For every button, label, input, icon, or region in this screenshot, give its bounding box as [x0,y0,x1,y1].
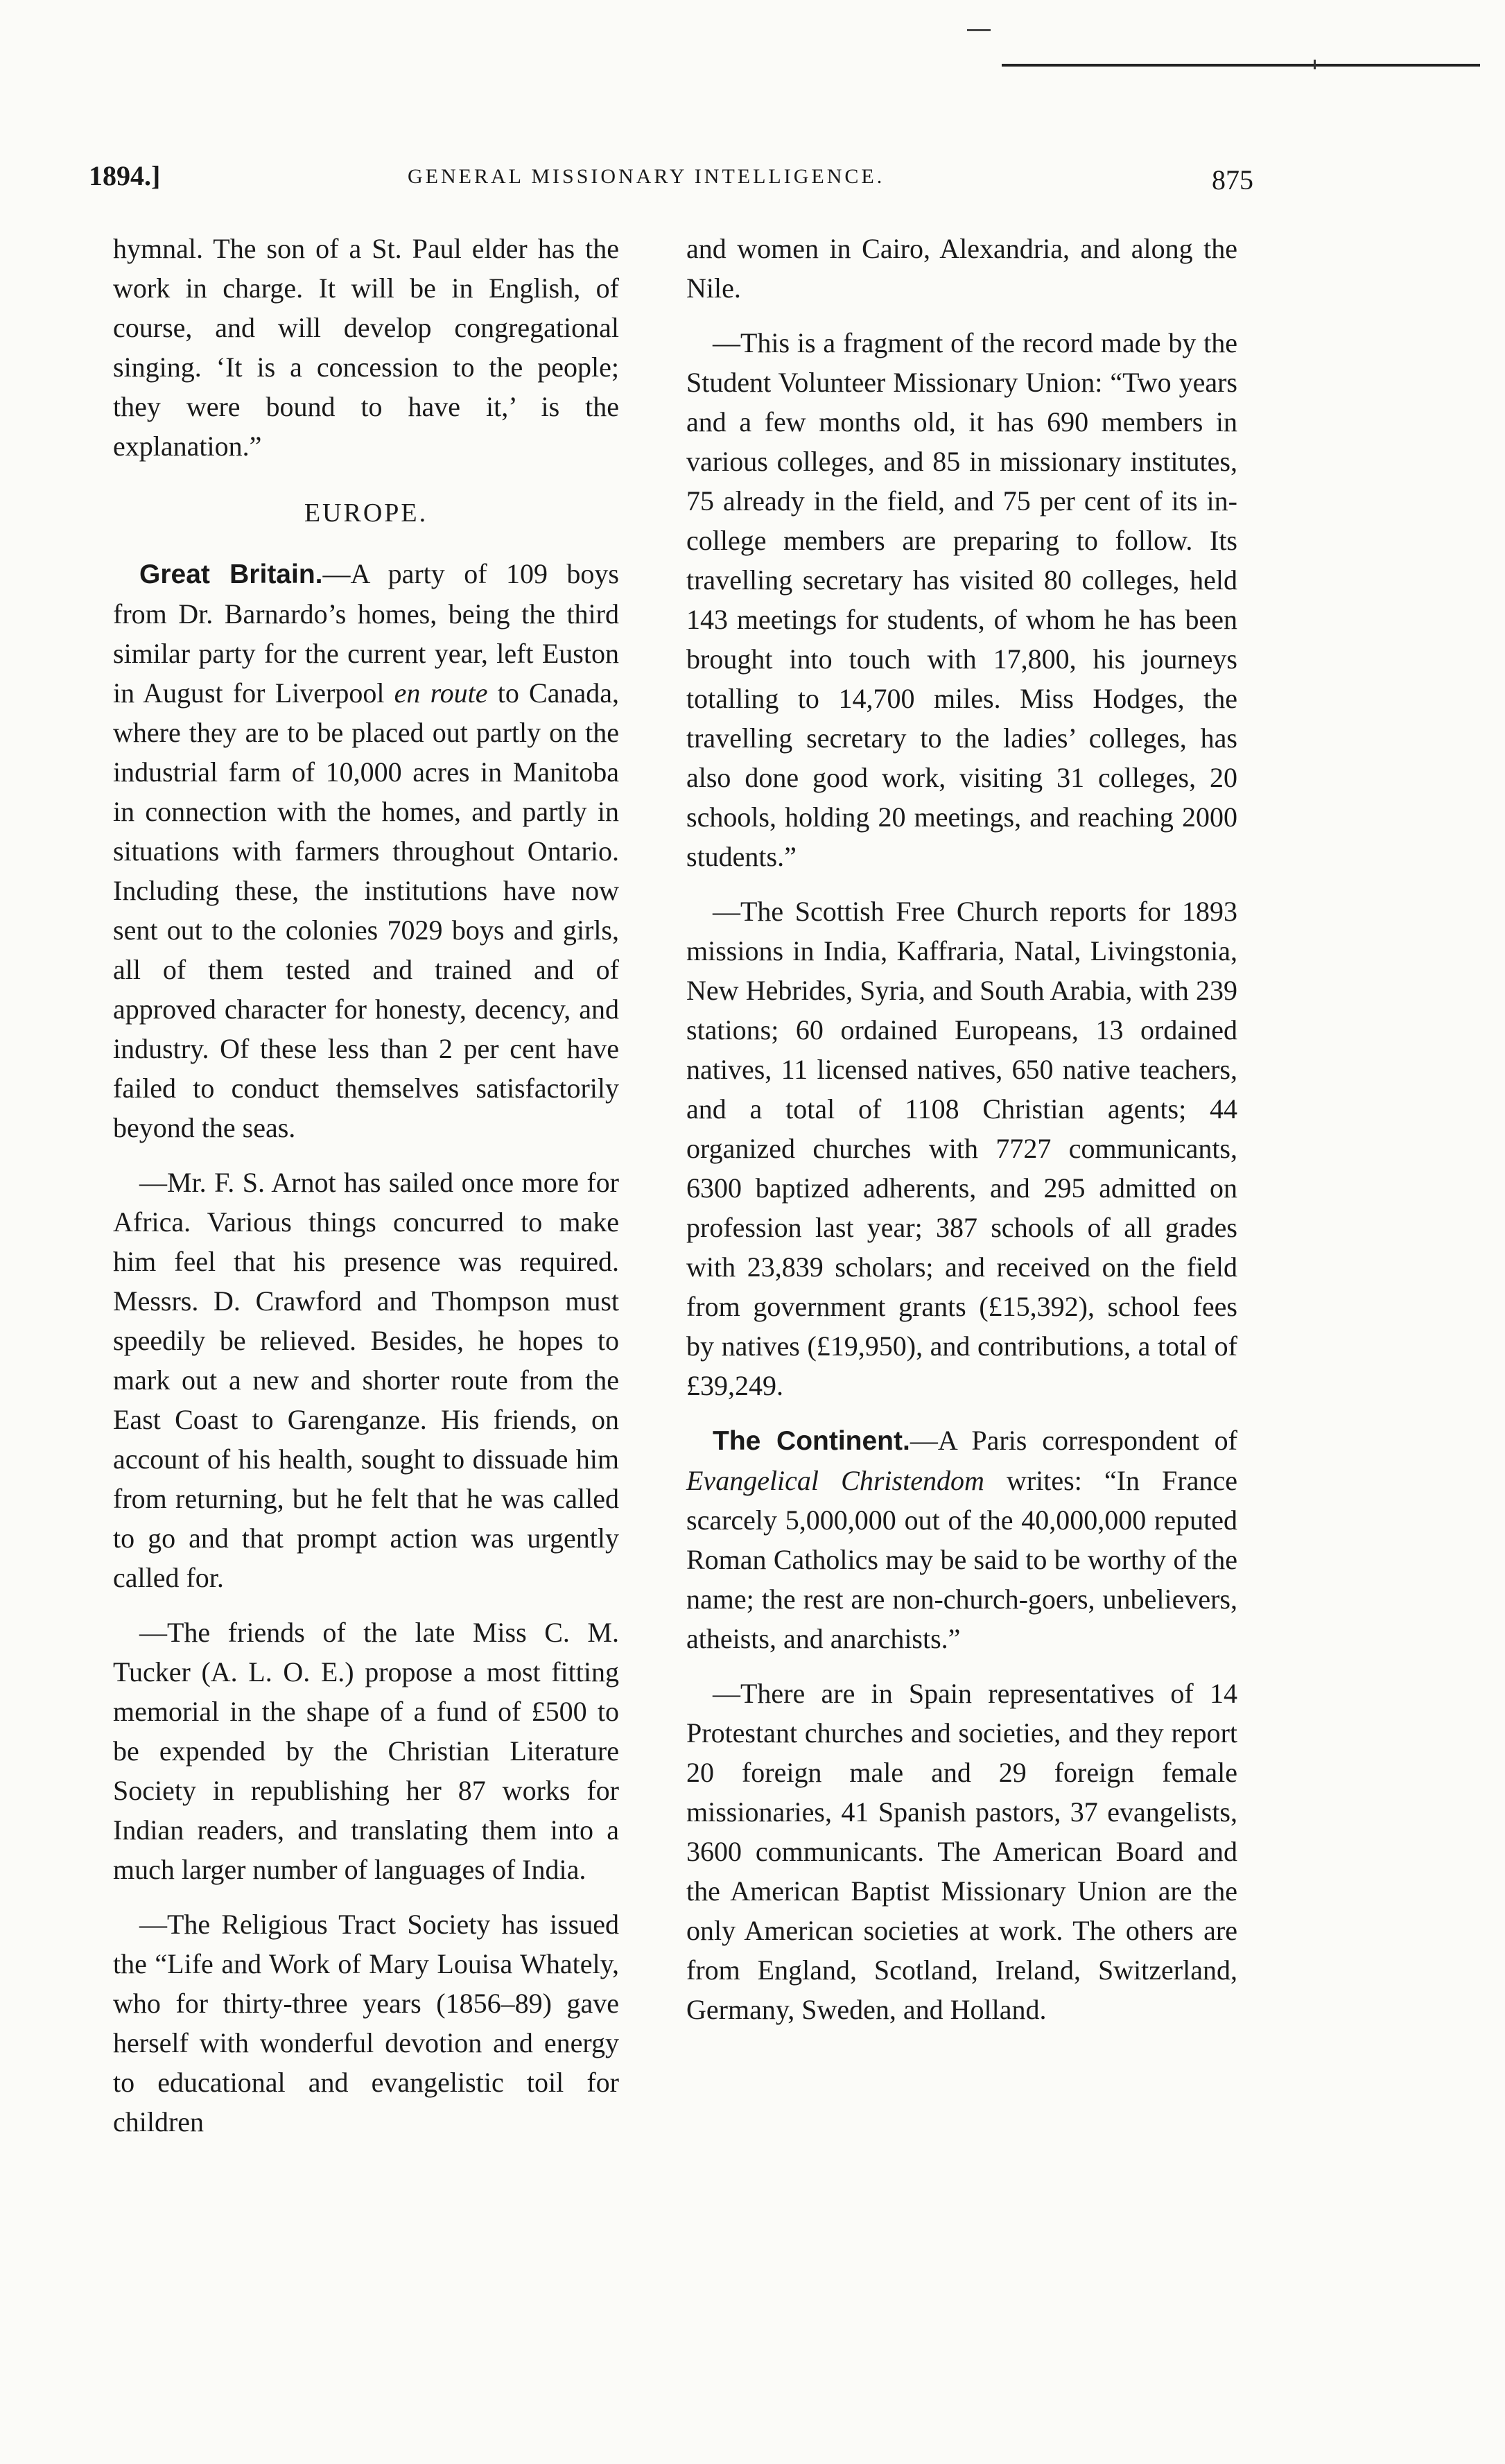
top-rule-tick [967,29,991,31]
page-number: 875 [1212,164,1253,196]
header-title: GENERAL MISSIONARY INTELLIGENCE. [408,165,885,188]
paragraph-scottish-free-church: —The Scottish Free Church reports for 1893 missions in India, Kaffraria, Natal, Livingstonia, New Hebrides, Syria, and South Arabia, with 239 stations; 60 ordained Europeans, 13 ordained natives, 11 licensed natives, 650 native teachers, and a total of 1108 Christian agents; 44 organized churches with 7727 communicants, 6300 baptized adherents, and 295 admitted on profession last year; 387 schools of all grades with 23,839 scholars; and received on the field from government grants (£15,392), school fees by natives (£19,950), and contributions, a total of £39,249. [686,896,1237,1401]
paragraph-spain: —There are in Spain representatives of 14 Protestant churches and societies, and they report 20 foreign male and 29 foreign female missionaries, 41 Spanish pastors, 37 evangelists, 3600 communicants. The American Board and the American Baptist Missionary Union are the only American societies at work. The others are from England, Scotland, Ireland, Switzerland, Germany, Sweden, and Holland. [686,1678,1237,2025]
paragraph-great-britain [113,554,619,1147]
evangelical-christendom-italic: Evangelical Christendom [686,1465,984,1496]
continent-text-2: writes: “In France scarcely 5,000,000 out of the 40,000,000 reputed Roman Catholics may be said to be worthy of the name; the rest are non-church-goers, unbelievers, atheists, and anarchists.” [686,1465,1237,1654]
left-column [113,229,619,2157]
section-heading-europe: EUROPE. [304,498,428,528]
lead-continent: The Continent. [713,1426,910,1456]
lead-great-britain: Great Britain. [139,559,323,589]
paragraph-tract-society: —The Religious Tract Society has issued the “Life and Work of Mary Louisa Whately, who for thirty-three years (1856–89) gave herself with wonderful devotion and energy to educational and evangelistic toil for children [113,1909,619,2137]
paragraph-hymnal: hymnal. The son of a St. Paul elder has the work in charge. It will be in English, of course, and will develop congregational singing. ‘It is a concession to the people; they were bound to have it,’ is the explanation.” [113,233,619,462]
great-britain-text: —A party of 109 boys from Dr. Barnardo’s homes, being the third similar party for the current year, left Euston in August for Liverpool [113,558,619,709]
paragraph-tucker: —The friends of the late Miss C. M. Tucker (A. L. O. E.) propose a most fitting memorial in the shape of a fund of £500 to be expended by the Christian Literature Society in republishing her 87 works for Indian readers, and translating them into a much larger number of languages of India. [113,1617,619,1885]
header-year: 1894.] [89,160,161,191]
running-header [89,159,1253,201]
en-route-italic: en route [394,677,488,709]
top-rule-notch [1314,60,1316,69]
paragraph-student-volunteer: —This is a fragment of the record made by the Student Volunteer Missionary Union: “Two years and a few months old, it has 690 members in various colleges, and 85 in missionary institutes, 75 already in the field, and 75 per cent of its in-college members are preparing to follow. Its travelling secretary has visited 80 colleges, held 143 meetings for students, of whom he has been brought into touch with 17,800, his journeys totalling to 14,700 miles. Miss Hodges, the travelling secretary to the ladies’ colleges, has also done good work, visiting 31 colleges, 20 schools, holding 20 meetings, and reaching 2000 students.” [686,327,1237,872]
paragraph-continent [686,1421,1237,1658]
continent-text-1: —A Paris correspondent of [910,1425,1237,1456]
paragraph-arnot: —Mr. F. S. Arnot has sailed once more for Africa. Various things concurred to make him feel that his presence was required. Messrs. D. Crawford and Thompson must speedily be relieved. Besides, he hopes to mark out a new and shorter route from the East Coast to Garenganze. His friends, on account of his health, sought to dissuade him from returning, but he felt that he was called to go and that prompt action was urgently called for. [113,1167,619,1593]
great-britain-text-2: to Canada, where they are to be placed out partly on the industrial farm of 10,000 acres in Manitoba in connection with the homes, and partly in situations with farmers throughout Ontario. Including these, the institutions have now sent out to the colonies 7029 boys and girls, all of them tested and trained and of approved character for honesty, decency, and industry. Of these less than 2 per cent have failed to conduct themselves satisfactorily beyond the seas. [113,677,620,1143]
top-rule [1002,64,1480,67]
paragraph-cairo: and women in Cairo, Alexandria, and along the Nile. [686,233,1237,304]
right-column [686,229,1237,2045]
